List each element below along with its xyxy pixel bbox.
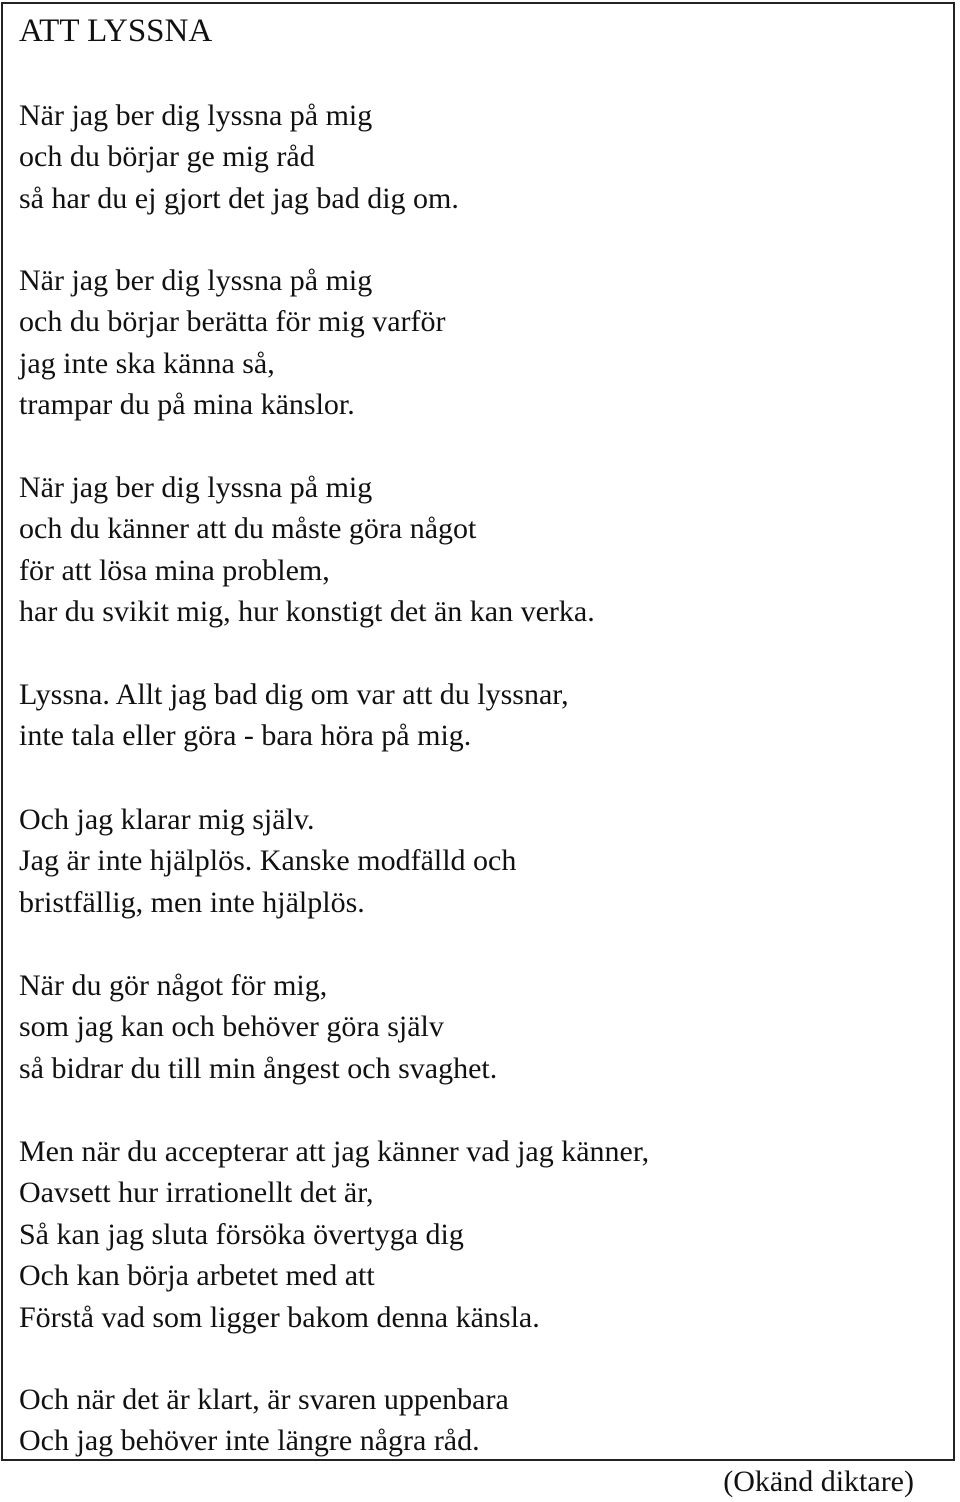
poem-line: som jag kan och behöver göra själv (19, 1010, 444, 1044)
poem-line: Och jag klarar mig själv. (19, 803, 315, 836)
poem-line: så bidrar du till min ångest och svaghet. (19, 1051, 498, 1085)
poem-line: Så kan jag sluta försöka övertyga dig (19, 1217, 464, 1251)
poem-line: bristfällig, men inte hjälplös. (19, 885, 365, 919)
poem-line: När jag ber dig lyssna på mig (19, 471, 373, 504)
poem-line: så har du ej gjort det jag bad dig om. (19, 181, 459, 215)
stanza-4 (19, 674, 569, 757)
poem-line: När du gör något för mig, (19, 969, 328, 1002)
poem-attribution: (Okänd diktare) (723, 1465, 914, 1498)
poem-line: och du börjar berätta för mig varför (19, 305, 446, 339)
stanza-7 (19, 1131, 649, 1338)
poem-line: och du känner att du måste göra något (19, 512, 477, 546)
poem-line: Lyssna. Allt jag bad dig om var att du lyssnar, (19, 678, 569, 711)
poem-line: har du svikit mig, hur konstigt det än kan verka. (19, 595, 595, 629)
poem-line: Jag är inte hjälplös. Kanske modfälld och (19, 844, 517, 878)
stanza-3 (19, 467, 595, 633)
poem-line: inte tala eller göra - bara höra på mig. (19, 719, 472, 753)
poem-line: trampar du på mina känslor. (19, 388, 355, 422)
poem-line: jag inte ska känna så, (19, 346, 275, 380)
poem-line: och du börjar ge mig råd (19, 140, 315, 174)
poem-title: ATT LYSSNA (19, 13, 213, 49)
poem-line: Men när du accepterar att jag känner vad jag känner, (19, 1135, 650, 1168)
stanza-1 (19, 95, 459, 219)
poem-line: Oavsett hur irrationellt det är, (19, 1176, 374, 1210)
poem-line: Förstå vad som ligger bakom denna känsla. (19, 1300, 540, 1334)
stanza-6 (19, 965, 497, 1089)
stanza-2 (19, 260, 446, 426)
poem-line: När jag ber dig lyssna på mig (19, 264, 373, 297)
poem-line: Och jag behöver inte längre några råd. (19, 1424, 480, 1458)
stanza-8 (19, 1379, 509, 1462)
poem-line: När jag ber dig lyssna på mig (19, 99, 373, 132)
poem-line: Och när det är klart, är svaren uppenbara (19, 1383, 509, 1416)
poem-line: för att lösa mina problem, (19, 553, 330, 587)
poem-frame (1, 2, 955, 1461)
poem-line: Och kan börja arbetet med att (19, 1259, 375, 1293)
stanza-5 (19, 799, 516, 923)
